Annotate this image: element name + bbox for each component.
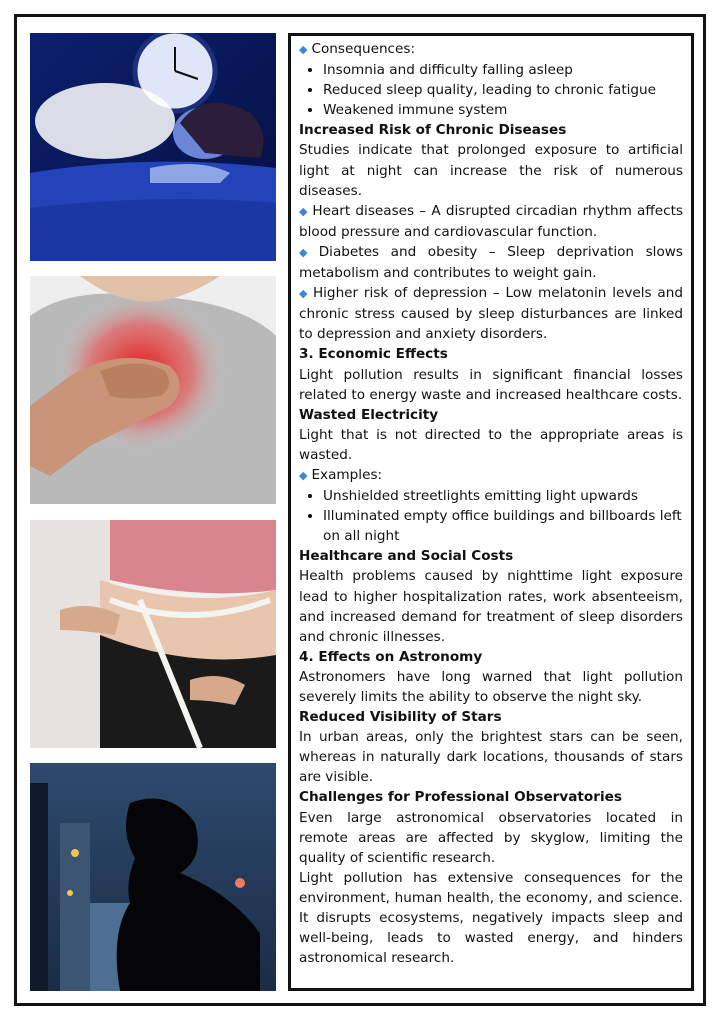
diamond-bullet-icon: ◆ — [299, 204, 309, 218]
woman-awake-at-night-with-clock-photo — [30, 33, 276, 261]
bullet-paragraph: ◆ Higher risk of depression – Low melatonin levels and chronic stress caused by sleep disturbances are linked to depression and anxiety disorders. — [299, 285, 683, 343]
diamond-bullet-icon: ◆ — [299, 468, 308, 482]
measuring-waist-photo — [30, 520, 276, 748]
paragraph: Light pollution results in significant financial losses related to energy waste and increased healthcare costs. — [299, 366, 683, 403]
list-item: • Unshielded streetlights emitting light upwards — [323, 486, 683, 506]
article-body — [299, 39, 683, 968]
text-panel — [288, 33, 694, 991]
diamond-bullet-icon: ◆ — [299, 245, 315, 259]
man-with-chest-pain-photo — [30, 276, 276, 504]
bullet-paragraph: ◆ Heart diseases – A disrupted circadian rhythm affects blood pressure and cardiovascular function. — [299, 202, 683, 240]
heading-chronic-diseases: Increased Risk of Chronic Diseases — [299, 122, 567, 139]
list-item: • Weakened immune system — [323, 100, 683, 120]
consequences-lead: ◆ Consequences: — [299, 41, 416, 57]
consequences-list — [299, 60, 683, 120]
heading-healthcare-costs: Healthcare and Social Costs — [299, 548, 514, 565]
list-item: • Reduced sleep quality, leading to chronic fatigue — [323, 80, 683, 100]
bullet-paragraph: ◆ Diabetes and obesity – Sleep deprivation slows metabolism and contributes to weight gain. — [299, 243, 683, 282]
diamond-bullet-icon: ◆ — [299, 287, 309, 301]
examples-lead: ◆ Examples: — [299, 466, 383, 483]
paragraph: Light that is not directed to the appropriate areas is wasted. — [299, 426, 683, 463]
heading-wasted-electricity: Wasted Electricity — [299, 406, 439, 423]
conclusion-paragraph: Light pollution has extensive consequences for the environment, human health, the economy, and science. It disrupts ecosystems, negatively impacts sleep and well-being, leads to wasted energy, and hinders astronomical research. — [299, 869, 683, 967]
diamond-bullet-icon: ◆ — [299, 43, 308, 56]
paragraph: Health problems caused by nighttime light exposure lead to higher hospitalization rates, work absenteeism, and increased demand for treatment of sleep disorders and chronic illnesses. — [299, 568, 683, 645]
examples-list — [299, 486, 683, 546]
paragraph: Even large astronomical observatories located in remote areas are affected by skyglow, limiting the quality of scientific research. — [299, 809, 683, 866]
list-item: • Illuminated empty office buildings and billboards left on all night — [323, 506, 683, 546]
heading-star-visibility: Reduced Visibility of Stars — [299, 709, 502, 726]
heading-observatories: Challenges for Professional Observatories — [299, 789, 622, 806]
heading-astronomy: 4. Effects on Astronomy — [299, 648, 483, 665]
heading-economic-effects: 3. Economic Effects — [299, 346, 448, 363]
paragraph: In urban areas, only the brightest stars can be seen, whereas in naturally dark locations, thousands of stars are visible. — [299, 729, 683, 786]
list-item: • Insomnia and difficulty falling asleep — [323, 60, 683, 80]
person-sitting-alone-city-night-photo — [30, 763, 276, 991]
paragraph: Astronomers have long warned that light pollution severely limits the ability to observe the night sky. — [299, 668, 683, 705]
paragraph: Studies indicate that prolonged exposure to artificial light at night can increase the risk of numerous diseases. — [299, 142, 683, 199]
